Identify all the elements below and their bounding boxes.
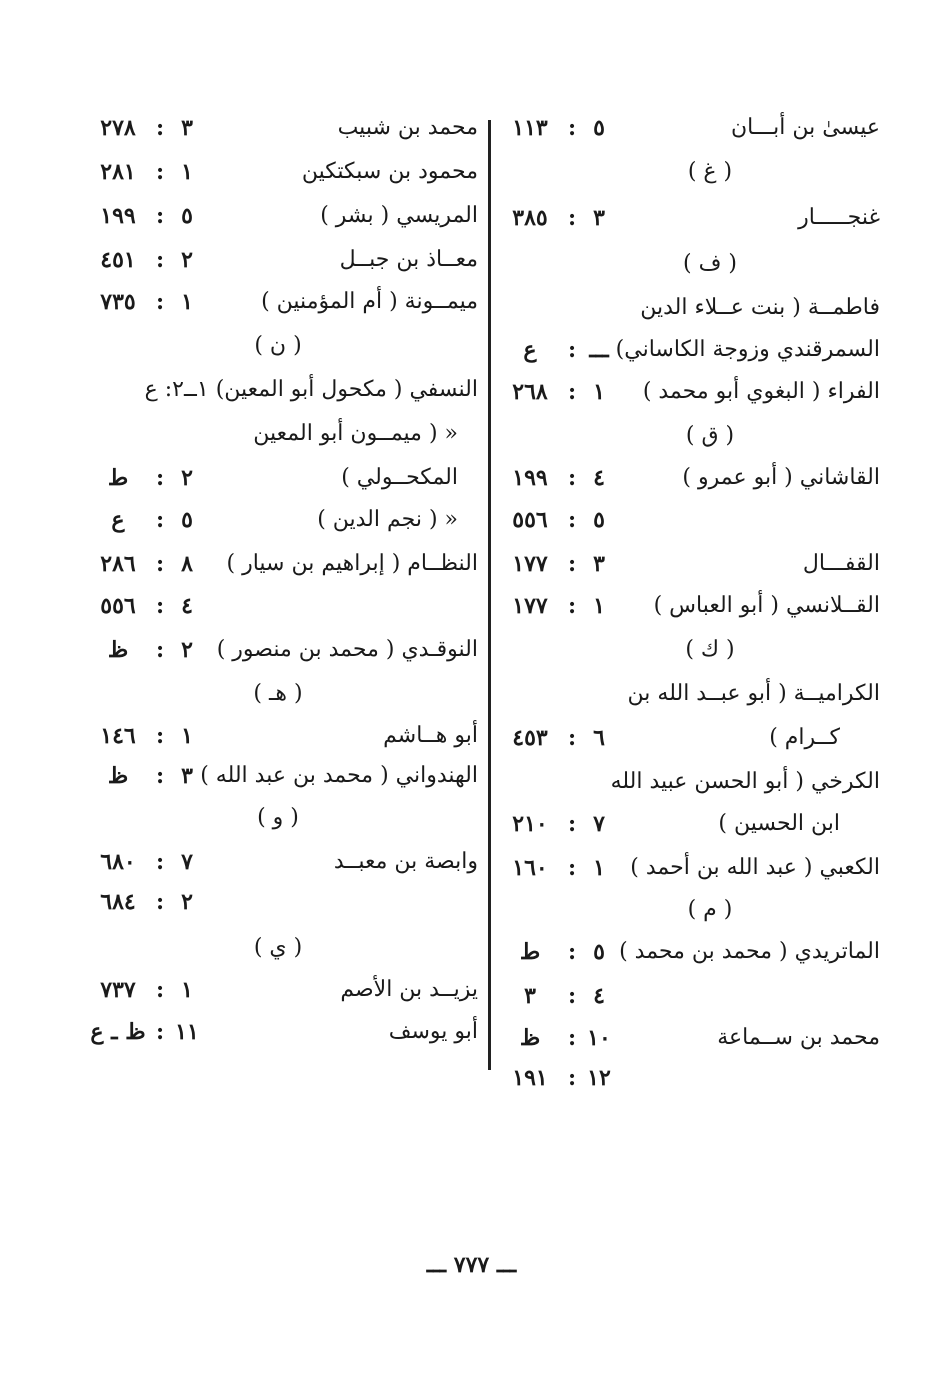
reference-volume: ٢	[181, 637, 193, 663]
reference-page: ٦٨٠	[100, 849, 136, 875]
reference-volume: ١	[181, 159, 193, 185]
index-entry	[88, 108, 478, 148]
section-letter: ( م )	[687, 897, 733, 922]
index-entry	[500, 586, 880, 626]
reference-separator: :	[155, 507, 165, 533]
index-entry	[88, 842, 478, 882]
reference-separator: :	[155, 203, 165, 229]
reference-page: ٢٨٦	[100, 551, 136, 577]
reference-volume: ٢	[181, 247, 193, 273]
index-entry	[500, 718, 880, 758]
index-entry	[88, 240, 478, 280]
entry-name: محمد بن شبيب	[337, 115, 478, 140]
reference-page: ١١٣	[512, 115, 548, 141]
index-entry	[500, 762, 880, 802]
reference-page: ١٩١	[512, 1065, 548, 1091]
entry-reference	[88, 152, 202, 192]
section-letter-row	[88, 674, 478, 714]
entry-reference	[500, 458, 614, 498]
index-entry	[88, 282, 478, 322]
reference-page: ٧٣٥	[100, 289, 136, 315]
index-entry	[88, 630, 478, 670]
entry-name: الكعبي ( عبد الله بن أحمد )	[630, 855, 880, 880]
entry-name: السمرقندي وزوجة الكاساني)	[615, 337, 880, 362]
index-entry	[500, 1058, 880, 1098]
entry-name: القــلانسي ( أبو العباس )	[653, 593, 880, 618]
reference-page: ٥٥٦	[100, 593, 136, 619]
index-entry	[88, 370, 478, 410]
entry-reference	[500, 544, 614, 584]
entry-continuation: « ( ميمــون أبو المعين	[253, 421, 458, 446]
entry-continuation: ابن الحسين )	[718, 811, 840, 836]
reference-volume: ٣	[181, 115, 193, 141]
reference-separator: :	[567, 1065, 577, 1091]
index-entry	[500, 804, 880, 844]
section-letter: ( ف )	[683, 251, 737, 276]
reference-volume: ١٢	[587, 1065, 611, 1091]
reference-volume: ١	[181, 977, 193, 1003]
reference-separator: :	[155, 593, 165, 619]
reference-volume: ٣	[593, 551, 605, 577]
reference-separator: :	[155, 723, 165, 749]
entry-continuation: « ( نجم الدين )	[317, 507, 458, 532]
index-entry	[88, 152, 478, 192]
entry-name: الماتريدي ( محمد بن محمد )	[619, 939, 880, 964]
entry-reference	[88, 108, 202, 148]
reference-separator: :	[567, 1025, 577, 1051]
reference-separator: :	[155, 551, 165, 577]
reference-page: ع	[111, 507, 125, 533]
reference-volume: ٧	[181, 849, 193, 875]
entry-reference	[88, 756, 202, 796]
index-entry	[500, 372, 880, 412]
index-entry	[500, 1018, 880, 1058]
section-letter-row	[88, 798, 478, 838]
reference-volume: ٥	[593, 939, 605, 965]
entry-name: فاطمــة ( بنت عــلاء الدين	[640, 295, 880, 320]
entry-reference	[500, 586, 614, 626]
reference-page: ٢٧٨	[100, 115, 136, 141]
reference-volume: ٢	[181, 889, 193, 915]
reference-volume: ١	[593, 855, 605, 881]
reference-separator: :	[155, 247, 165, 273]
entry-name: عيسىٰ بن أبـــان	[730, 115, 880, 140]
entry-reference	[500, 108, 614, 148]
index-entry	[88, 458, 478, 498]
index-entry	[500, 544, 880, 584]
index-entry	[500, 330, 880, 370]
reference-page: ع	[523, 337, 537, 363]
entry-reference	[88, 842, 202, 882]
reference-separator: :	[567, 337, 577, 363]
section-letter: ( و )	[257, 805, 299, 830]
reference-page: ١٤٦	[100, 723, 136, 749]
reference-page: ٢٨١	[100, 159, 136, 185]
index-entry	[88, 756, 478, 796]
entry-name: النظــام ( إبراهيم بن سيار )	[226, 551, 478, 576]
reference-separator: :	[567, 507, 577, 533]
reference-page: ٢٦٨	[512, 379, 548, 405]
section-letter: ( ك )	[685, 637, 735, 662]
reference-separator: :	[155, 763, 165, 789]
reference-page: ٤٥١	[100, 247, 136, 273]
entry-name: النوقـدي ( محمد بن منصور )	[216, 637, 478, 662]
reference-page: ٣	[524, 983, 536, 1009]
column-divider	[488, 120, 491, 1070]
entry-name: أبو هــاشم	[383, 723, 478, 748]
reference-page: ١٧٧	[512, 551, 548, 577]
reference-volume: ٧	[593, 811, 605, 837]
section-letter: ( ي )	[253, 935, 303, 960]
reference-separator: :	[155, 977, 165, 1003]
reference-separator: :	[567, 379, 577, 405]
entry-reference	[500, 1018, 614, 1058]
entry-reference	[500, 330, 614, 370]
index-entry	[88, 544, 478, 584]
reference-volume: ٥	[593, 115, 605, 141]
entry-name: الكرخي ( أبو الحسن عبيد الله	[610, 769, 880, 794]
reference-page: ٤٥٣	[512, 725, 548, 751]
reference-separator: :	[567, 551, 577, 577]
reference-volume: ـــ	[589, 337, 609, 363]
entry-reference	[88, 458, 202, 498]
entry-reference	[500, 500, 614, 540]
section-letter-row	[500, 416, 880, 456]
reference-separator: :	[155, 115, 165, 141]
index-entry	[88, 586, 478, 626]
index-entry	[88, 970, 478, 1010]
reference-separator: :	[567, 725, 577, 751]
reference-page: ١٦٠	[512, 855, 548, 881]
reference-page: ط	[107, 465, 129, 491]
section-letter-row	[500, 152, 880, 192]
index-entry	[88, 716, 478, 756]
reference-separator: :	[155, 1019, 165, 1045]
entry-name: الفراء ( البغوي أبو محمد )	[642, 379, 880, 404]
reference-separator: :	[155, 159, 165, 185]
reference-volume: ١	[593, 379, 605, 405]
entry-name: المريسي ( بشر )	[320, 203, 478, 228]
reference-separator: :	[567, 939, 577, 965]
section-letter: ( هـ )	[253, 681, 303, 706]
entry-reference	[500, 1058, 614, 1098]
reference-separator: :	[567, 115, 577, 141]
index-entry	[500, 198, 880, 238]
index-entry	[88, 196, 478, 236]
entry-name: النسفي ( مكحول أبو المعين) ١ــ٢: ع	[144, 377, 478, 402]
entry-reference	[88, 282, 202, 322]
index-entry	[88, 500, 478, 540]
entry-reference	[500, 976, 614, 1016]
entry-reference	[88, 196, 202, 236]
reference-volume: ٣	[181, 763, 193, 789]
reference-page: ٣٨٥	[512, 205, 548, 231]
reference-page: ظ ـ ع	[90, 1019, 146, 1045]
reference-volume: ١	[593, 593, 605, 619]
index-entry	[500, 500, 880, 540]
reference-volume: ٣	[593, 205, 605, 231]
reference-page: ظ	[107, 637, 129, 663]
reference-separator: :	[155, 289, 165, 315]
reference-volume: ١	[181, 723, 193, 749]
reference-volume: ٥	[593, 507, 605, 533]
reference-page: ٦٨٤	[100, 889, 136, 915]
entry-continuation: كــرام )	[769, 725, 840, 750]
reference-volume: ١١	[175, 1019, 199, 1045]
entry-reference	[500, 198, 614, 238]
index-entry	[88, 1012, 478, 1052]
entry-reference	[88, 500, 202, 540]
entry-name: معــاذ بن جبــل	[339, 247, 478, 272]
entry-reference	[500, 718, 614, 758]
entry-name: القفـــال	[802, 551, 880, 576]
index-entry	[500, 108, 880, 148]
index-entry	[500, 932, 880, 972]
reference-volume: ٥	[181, 507, 193, 533]
entry-reference	[88, 716, 202, 756]
reference-page: ٢١٠	[512, 811, 548, 837]
entry-continuation: المكحــولي )	[341, 465, 458, 490]
reference-page: ظ	[107, 763, 129, 789]
entry-reference	[500, 804, 614, 844]
entry-name: أبو يوسف	[388, 1019, 478, 1044]
entry-name: محمود بن سبكتكين	[301, 159, 478, 184]
reference-page: ١٩٩	[100, 203, 136, 229]
reference-volume: ٤	[181, 593, 193, 619]
reference-separator: :	[155, 465, 165, 491]
reference-volume: ٤	[593, 465, 605, 491]
entry-reference	[500, 372, 614, 412]
entry-name: يزيــد بن الأصم	[340, 977, 478, 1002]
reference-volume: ٨	[181, 551, 193, 577]
entry-reference	[500, 932, 614, 972]
entry-name: محمد بن ســماعة	[717, 1025, 880, 1050]
reference-volume: ١	[181, 289, 193, 315]
section-letter-row	[500, 244, 880, 284]
entry-reference	[88, 544, 202, 584]
section-letter-row	[88, 326, 478, 366]
section-letter: ( ن )	[254, 333, 302, 358]
reference-volume: ٥	[181, 203, 193, 229]
index-entry	[500, 674, 880, 714]
reference-separator: :	[155, 637, 165, 663]
entry-reference	[88, 630, 202, 670]
entry-name: الكراميــة ( أبو عبــد الله بن	[627, 681, 880, 706]
reference-page: ١٩٩	[512, 465, 548, 491]
entry-reference	[88, 586, 202, 626]
entry-reference	[88, 970, 202, 1010]
reference-volume: ٢	[181, 465, 193, 491]
entry-name: ميمــونة ( أم المؤمنين )	[261, 289, 478, 314]
reference-separator: :	[567, 465, 577, 491]
index-entry	[88, 882, 478, 922]
reference-volume: ٤	[593, 983, 605, 1009]
section-letter-row	[500, 890, 880, 930]
reference-separator: :	[567, 855, 577, 881]
reference-separator: :	[567, 983, 577, 1009]
index-entry	[88, 414, 478, 454]
reference-volume: ٦	[593, 725, 605, 751]
reference-separator: :	[567, 811, 577, 837]
reference-separator: :	[155, 849, 165, 875]
entry-name: وابصة بن معبــد	[333, 849, 478, 874]
reference-page: ٥٥٦	[512, 507, 548, 533]
entry-reference	[500, 848, 614, 888]
index-entry	[500, 288, 880, 328]
reference-separator: :	[567, 205, 577, 231]
entry-name: الهندواني ( محمد بن عبد الله )	[200, 763, 478, 788]
index-entry	[500, 976, 880, 1016]
section-letter-row	[88, 928, 478, 968]
section-letter-row	[500, 630, 880, 670]
entry-reference	[88, 882, 202, 922]
index-entry	[500, 458, 880, 498]
entry-reference	[88, 240, 202, 280]
index-entry	[500, 848, 880, 888]
section-letter: ( غ )	[687, 159, 733, 184]
reference-page: ط	[519, 939, 541, 965]
page-number: ـــ ٧٧٧ ـــ	[426, 1252, 517, 1278]
entry-name: غنجـــــار	[798, 205, 880, 230]
reference-separator: :	[567, 593, 577, 619]
entry-name: القاشاني ( أبو عمرو )	[682, 465, 880, 490]
section-letter: ( ق )	[685, 423, 735, 448]
reference-page: ٧٣٧	[100, 977, 136, 1003]
reference-page: ١٧٧	[512, 593, 548, 619]
entry-reference	[88, 1012, 202, 1052]
reference-volume: ١٠	[587, 1025, 611, 1051]
reference-page: ظ	[519, 1025, 541, 1051]
reference-separator: :	[155, 889, 165, 915]
